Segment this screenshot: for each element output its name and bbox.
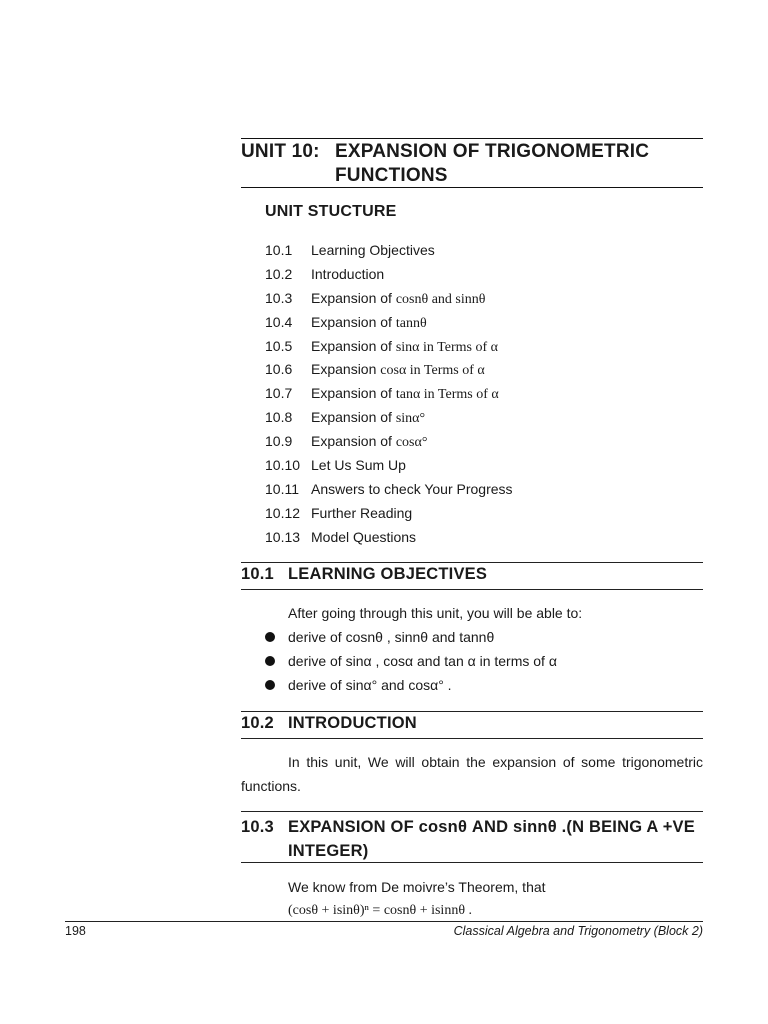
toc-item xyxy=(265,288,685,312)
toc-number: 10.2 xyxy=(265,265,293,282)
toc-item xyxy=(265,264,685,288)
toc-item xyxy=(265,336,685,360)
table-of-contents xyxy=(265,240,685,551)
bullet-icon xyxy=(265,632,275,642)
toc-item xyxy=(265,312,685,336)
section-rule xyxy=(241,738,703,739)
toc-text: Learning Objectives xyxy=(311,242,435,258)
toc-math: sinα in Terms of α xyxy=(395,339,498,355)
toc-item xyxy=(265,359,685,383)
toc-text: Model Questions xyxy=(311,528,417,545)
toc-math: cosα° xyxy=(395,435,428,451)
demoivre-text: We know from De moivre’s Theorem, that xyxy=(288,879,546,895)
section-heading-learning-objectives xyxy=(241,565,703,584)
unit-title xyxy=(241,140,703,186)
toc-item xyxy=(265,407,685,431)
toc-text: Expansion of xyxy=(311,337,396,354)
section-number: 10.3 xyxy=(241,818,274,836)
toc-math: sinα° xyxy=(395,411,426,427)
toc-text: Answers to check Your Progress xyxy=(311,480,513,497)
section-rule xyxy=(241,711,703,712)
toc-number: 10.9 xyxy=(265,433,293,450)
unit-title-text: EXPANSION OF TRIGONOMETRIC FUNCTIONS xyxy=(335,141,650,186)
toc-text: Further Reading xyxy=(311,504,413,521)
introduction-paragraph: In this unit, We will obtain the expansion of some trigonometric functions. xyxy=(241,754,703,794)
toc-math: tanα in Terms of α xyxy=(395,387,499,403)
toc-number: 10.6 xyxy=(265,361,293,378)
toc-number: 10.4 xyxy=(265,313,293,330)
demoivre-formula: (cosθ + isinθ)ⁿ = cosnθ + isinnθ . xyxy=(288,903,473,918)
objectives-intro: After going through this unit, you will be able to: xyxy=(288,605,583,621)
toc-number: 10.7 xyxy=(265,385,293,402)
toc-number: 10.1 xyxy=(265,242,293,258)
toc-text: Expansion of xyxy=(311,289,396,306)
unit-structure-heading: UNIT STUCTURE xyxy=(265,203,397,220)
toc-item xyxy=(265,527,685,551)
toc-math: cosnθ and sinnθ xyxy=(395,291,486,307)
toc-item xyxy=(265,240,685,264)
section-heading-introduction xyxy=(241,714,703,733)
book-title: Classical Algebra and Trigonometry (Block 2) xyxy=(453,924,703,938)
section-title-line2: INTEGER) xyxy=(288,842,369,860)
title-bottom-rule xyxy=(241,187,703,188)
toc-item xyxy=(265,383,685,407)
toc-number: 10.11 xyxy=(265,480,299,497)
toc-text: Expansion xyxy=(311,361,381,378)
toc-text: Expansion of xyxy=(311,433,396,450)
section-heading-expansion xyxy=(241,815,703,863)
toc-text: Introduction xyxy=(311,265,385,282)
toc-number: 10.10 xyxy=(265,457,301,474)
toc-math: cosα in Terms of α xyxy=(380,363,485,379)
objective-item: derive of sinα , cosα and tan α in terms of α xyxy=(288,653,557,669)
objective-item: derive of sinα° and cosα° . xyxy=(288,677,452,693)
footer-rule xyxy=(65,921,703,922)
toc-item xyxy=(265,455,685,479)
toc-text: Let Us Sum Up xyxy=(311,457,406,474)
section-title-line1: EXPANSION OF cosnθ AND sinnθ .(N BEING A +VE xyxy=(288,818,695,836)
toc-number: 10.8 xyxy=(265,409,293,426)
section-number: 10.1 xyxy=(241,565,274,583)
unit-number: UNIT 10: xyxy=(241,141,320,162)
toc-text: Expansion of xyxy=(311,385,396,402)
toc-item xyxy=(265,431,685,455)
section-rule xyxy=(241,589,703,590)
toc-number: 10.13 xyxy=(265,528,301,545)
toc-item xyxy=(265,503,685,527)
toc-number: 10.5 xyxy=(265,337,293,354)
toc-text: Expansion of xyxy=(311,409,396,426)
toc-item xyxy=(265,479,685,503)
bullet-icon xyxy=(265,656,275,666)
toc-math: tannθ xyxy=(395,315,427,331)
section-rule xyxy=(241,562,703,563)
toc-number: 10.3 xyxy=(265,289,293,306)
section-rule xyxy=(241,811,703,812)
section-number: 10.2 xyxy=(241,714,274,732)
toc-number: 10.12 xyxy=(265,504,301,521)
section-rule xyxy=(241,862,703,863)
page-number: 198 xyxy=(65,924,86,938)
section-title: LEARNING OBJECTIVES xyxy=(288,565,488,583)
objective-item: derive of cosnθ , sinnθ and tannθ xyxy=(288,629,495,645)
toc-text: Expansion of xyxy=(311,313,396,330)
top-rule xyxy=(241,138,703,139)
bullet-icon xyxy=(265,680,275,690)
section-title: INTRODUCTION xyxy=(288,714,417,732)
